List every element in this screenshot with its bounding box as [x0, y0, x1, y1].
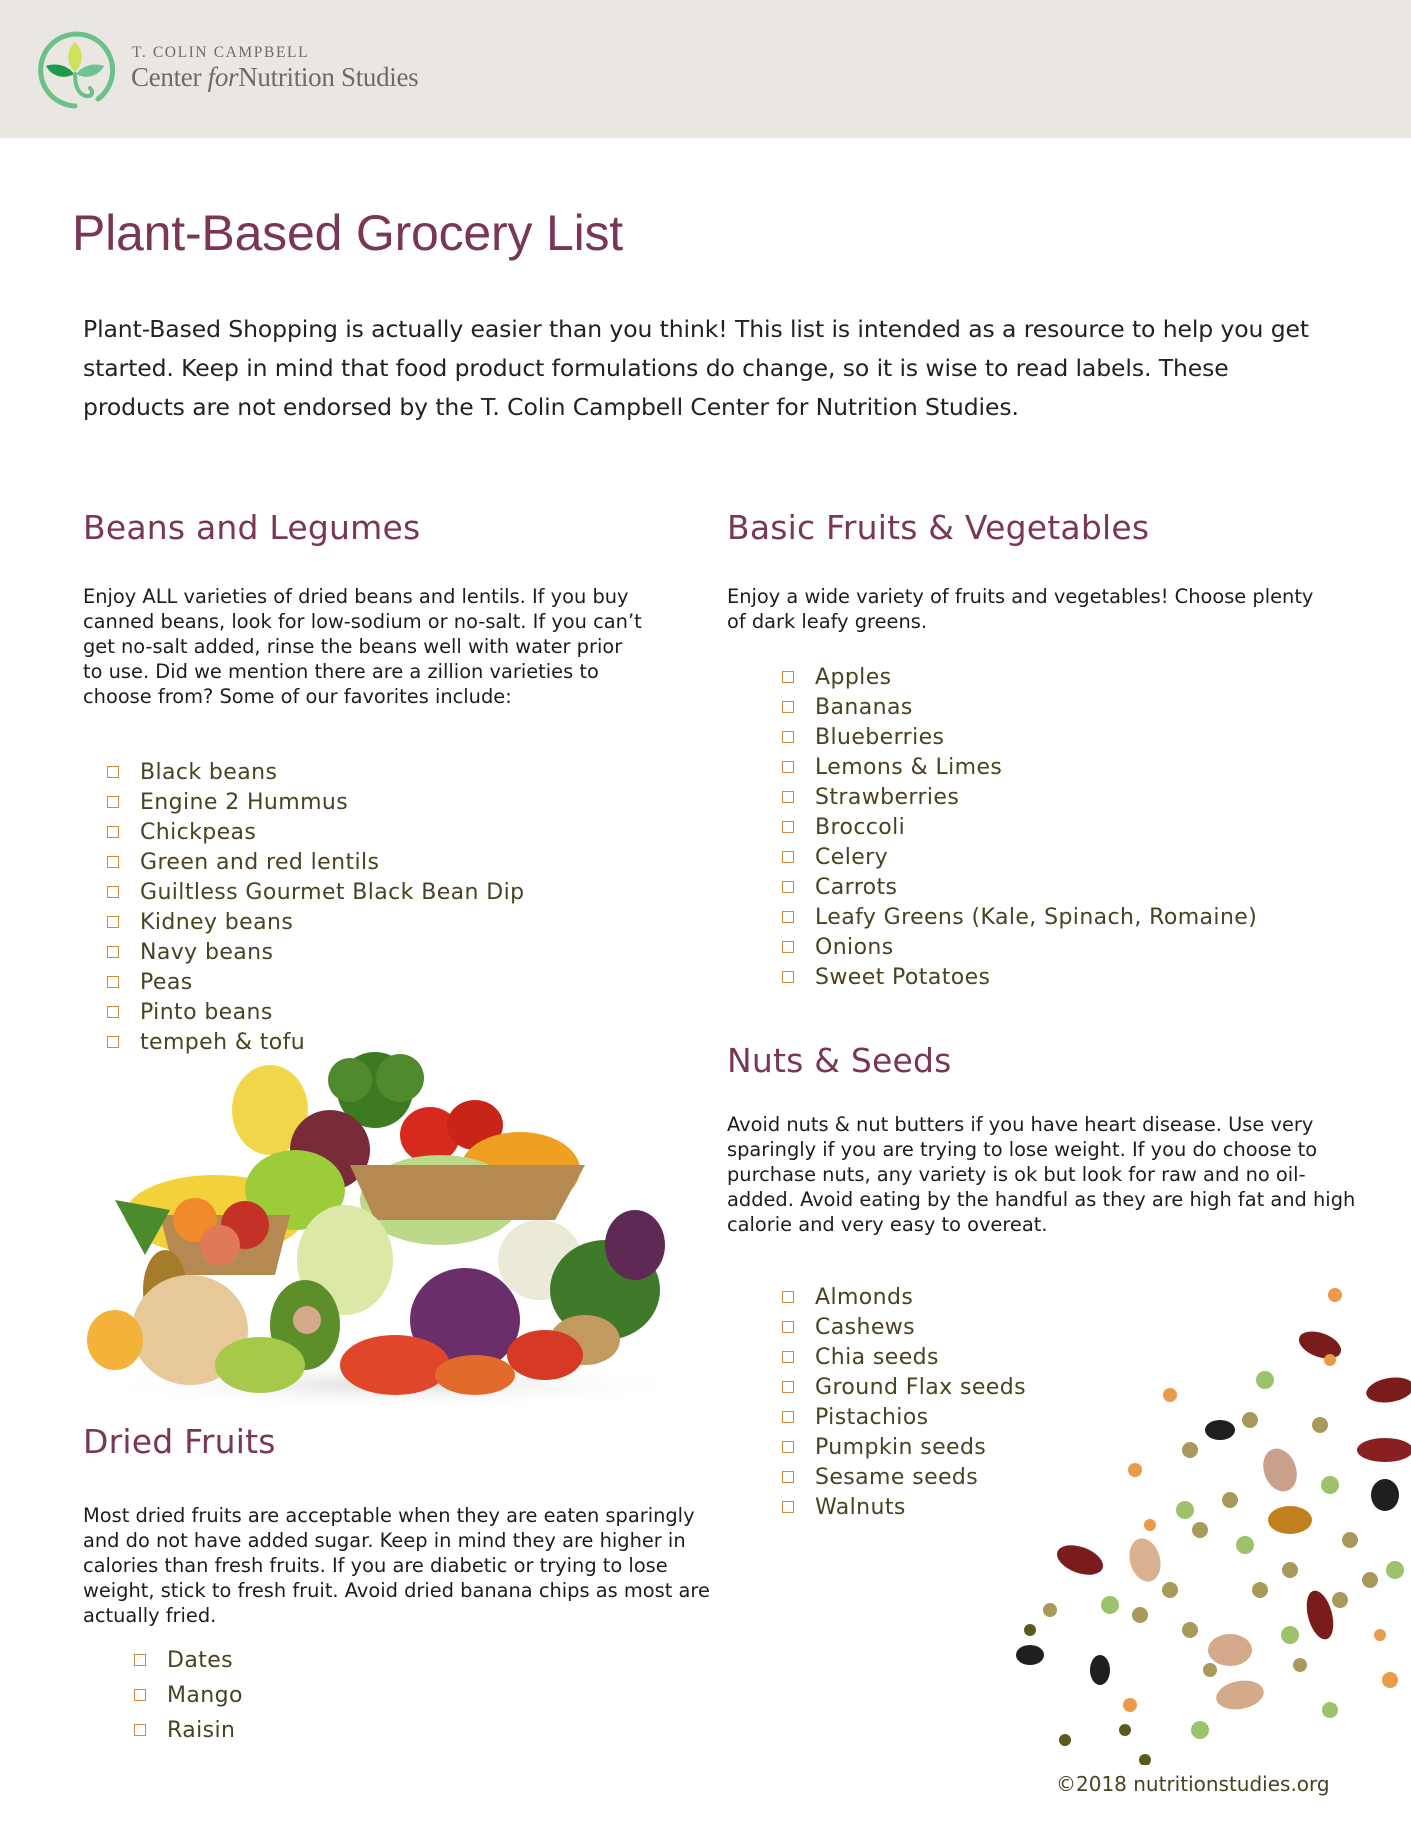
checkbox[interactable] [134, 1689, 146, 1701]
checkbox[interactable] [134, 1654, 146, 1666]
intro-paragraph: Plant-Based Shopping is actually easier than you think! This list is intended as a resource to help you get started. Keep in mind that food product formulations do change, so it is wise to read labels. These products are not endorsed by the T. Colin Campbell Center for Nutrition Studies. [83, 315, 1310, 421]
section-heading-dried-fruits: Dried Fruits [83, 1422, 276, 1461]
checkbox[interactable] [782, 701, 794, 713]
checkbox[interactable] [782, 941, 794, 953]
checkbox[interactable] [782, 881, 794, 893]
checkbox[interactable] [782, 851, 794, 863]
section-description-nuts-seeds: Avoid nuts & nut butters if you have heart disease. Use very sparingly if you are trying to lose weight. If you do choose to purchase nuts, any variety is ok but look for raw and no oil-added. Avoid eating by the handful as they are high fat and high calorie and very easy to overeat. [727, 1113, 1356, 1236]
checkbox[interactable] [782, 821, 794, 833]
checkbox[interactable] [782, 971, 794, 983]
org-name-line1: T. COLIN CAMPBELL [132, 44, 310, 61]
mixed-beans-lentils-image [990, 1270, 1411, 1765]
checkbox[interactable] [107, 946, 119, 958]
checkbox[interactable] [107, 796, 119, 808]
checkbox[interactable] [782, 1321, 794, 1333]
checkbox[interactable] [107, 1006, 119, 1018]
checkbox[interactable] [107, 886, 119, 898]
checkbox[interactable] [782, 1351, 794, 1363]
copyright-footer: ©2018 nutritionstudies.org [1056, 1772, 1330, 1796]
checkbox[interactable] [107, 826, 119, 838]
org-name-line2 [131, 62, 418, 93]
checkbox[interactable] [782, 1411, 794, 1423]
section-description-dried-fruits: Most dried fruits are acceptable when they are eaten sparingly and do not have added sugar. Keep in mind they are higher in calories than fresh fruits. If you are diabetic or trying to lose weight, stick to fresh fruit. Avoid dried banana chips as most are actually fried. [83, 1504, 710, 1627]
org-name-center: Center [131, 62, 208, 92]
checkbox[interactable] [782, 791, 794, 803]
leaf-sprout-logo-icon [34, 30, 116, 112]
page-header [0, 0, 1411, 138]
section-description-beans: Enjoy ALL varieties of dried beans and lentils. If you buy canned beans, look for low-sodium or no-salt. If you can’t get no-salt added, rinse the beans well with water prior to use. Did we mention there are a zillion varieties to choose from? Some of our favorites include: [83, 585, 642, 708]
section-heading-beans: Beans and Legumes [83, 508, 421, 547]
page-title: Plant-Based Grocery List [72, 205, 623, 261]
checkbox[interactable] [782, 1381, 794, 1393]
checkbox[interactable] [782, 671, 794, 683]
checkbox[interactable] [107, 916, 119, 928]
produce-pile-image [85, 1040, 705, 1415]
checkbox[interactable] [782, 1441, 794, 1453]
section-description-fruits-vegetables: Enjoy a wide variety of fruits and vegetables! Choose plenty of dark leafy greens. [727, 585, 1314, 633]
checkbox[interactable] [107, 766, 119, 778]
org-name-for: for [207, 62, 239, 92]
org-name-nutrition-studies: Nutrition Studies [238, 62, 419, 92]
checkbox[interactable] [782, 731, 794, 743]
checkbox[interactable] [107, 976, 119, 988]
checkbox[interactable] [134, 1724, 146, 1736]
section-heading-fruits-vegetables: Basic Fruits & Vegetables [727, 508, 1150, 547]
checkbox[interactable] [782, 761, 794, 773]
checkbox[interactable] [782, 1501, 794, 1513]
checkbox[interactable] [107, 856, 119, 868]
checkbox[interactable] [782, 911, 794, 923]
checkbox[interactable] [782, 1291, 794, 1303]
section-heading-nuts-seeds: Nuts & Seeds [727, 1041, 952, 1080]
checkbox[interactable] [782, 1471, 794, 1483]
